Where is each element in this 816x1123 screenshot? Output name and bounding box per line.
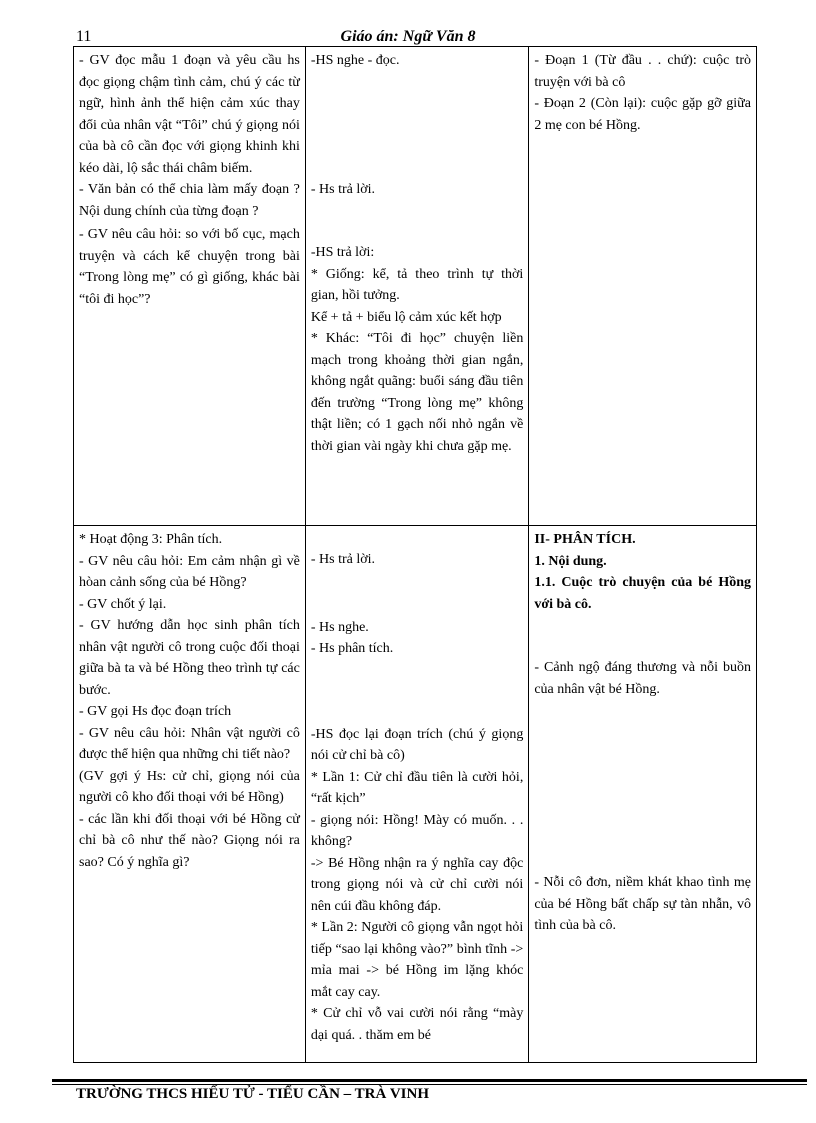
teacher-activity-cell xyxy=(74,47,306,526)
content-cell xyxy=(529,526,757,1063)
footer-rule xyxy=(52,1079,807,1082)
student-paragraph: - Hs trả lời. xyxy=(310,181,376,197)
subsection-heading: 1.1. Cuộc trò chuyện của bé Hồng với bà cô. xyxy=(534,575,751,612)
student-paragraph: * Lần 1: Cử chỉ đầu tiên là cười hỏi, “rất kịch” xyxy=(310,769,524,806)
content-paragraph: - Nỗi cô đơn, niềm khát khao tình mẹ của bé Hồng bất chấp sự tàn nhẫn, vô tình của bà cô. xyxy=(534,875,751,933)
teacher-paragraph: - các lần khi đối thoại với bé Hồng cử chỉ bà cô như thế nào? Giọng nói ra sao? Có ý nghĩa gì? xyxy=(79,811,300,870)
student-paragraph: * Giống: kể, tả theo trình tự thời gian, hồi tưởng. xyxy=(310,266,524,303)
table-row xyxy=(74,47,757,526)
document-title: Giáo án: Ngữ Văn 8 xyxy=(340,28,476,45)
student-paragraph: -> Bé Hồng nhận ra ý nghĩa cay độc trong giọng nói và cử chỉ cười nói nên cúi đầu không đáp. xyxy=(310,855,524,914)
teacher-paragraph: - GV nêu câu hỏi: Nhân vật người cô được thể hiện qua những chi tiết nào? xyxy=(79,725,300,762)
section-heading: II- PHÂN TÍCH. xyxy=(534,532,636,547)
student-paragraph: -HS trả lời: xyxy=(310,245,375,260)
content-paragraph: - Đoạn 1 (Từ đầu . . chứ): cuộc trò truyện với bà cô xyxy=(534,53,751,90)
footer-school-name: TRƯỜNG THCS HIẾU TỬ - TIỂU CẦN – TRÀ VINH xyxy=(76,1086,429,1102)
teacher-paragraph: - GV nêu câu hỏi: so với bố cục, mạch truyện và cách kể chuyện trong bài “Trong lòng mẹ” có gì giống, khác bài “tôi đi học”? xyxy=(79,227,300,307)
footer-rule xyxy=(52,1084,807,1085)
student-paragraph: -HS đọc lại đoạn trích (chú ý giọng nói cử chỉ bà cô) xyxy=(310,726,524,763)
teacher-activity-cell xyxy=(74,526,306,1063)
teacher-paragraph: - GV nêu câu hỏi: Em cảm nhận gì về hòan cảnh sống của bé Hồng? xyxy=(79,553,300,590)
student-paragraph: - Hs trả lời. xyxy=(310,552,376,567)
content-cell xyxy=(529,47,757,526)
student-paragraph: Kể + tả + biểu lộ cảm xúc kết hợp xyxy=(310,309,502,325)
activity-heading: * Hoạt động 3: Phân tích. xyxy=(79,532,223,547)
teacher-paragraph: - GV chốt ý lại. xyxy=(79,596,167,612)
student-paragraph: * Cử chỉ vỗ vai cười nói rằng “mày dại quá. . thăm em bé xyxy=(310,1006,524,1043)
student-activity-cell xyxy=(305,47,528,526)
lesson-table xyxy=(73,46,757,1063)
teacher-paragraph: - GV hướng dẫn học sinh phân tích nhân vật người cô trong cuộc đối thoại giữa bà ta và bé Hồng theo trình tự các bước. xyxy=(79,618,300,698)
table-row xyxy=(74,526,757,1063)
content-paragraph: - Đoạn 2 (Còn lại): cuộc gặp gỡ giữa 2 mẹ con bé Hồng. xyxy=(534,96,751,133)
teacher-paragraph: - GV gọi Hs đọc đoạn trích xyxy=(79,704,232,719)
student-paragraph: * Khác: “Tôi đi học” chuyện liền mạch trong khoảng thời gian ngắn, không ngắt quãng: buổi sáng đầu tiên đến trường “Trong lòng mẹ” không thật liền; có 1 gạch nối nhỏ ngắn về thời gian vài ngày khi chưa gặp mẹ. xyxy=(310,331,524,454)
page-number: 11 xyxy=(76,28,92,45)
student-paragraph: * Lần 2: Người cô giọng vẫn ngọt hỏi tiếp “sao lại không vào?” bình tĩnh -> mỉa mai -> bé Hồng im lặng khóc mắt cay cay. xyxy=(310,920,524,1000)
subsection-heading: 1. Nội dung. xyxy=(534,553,607,569)
student-activity-cell xyxy=(305,526,528,1063)
student-paragraph: - giọng nói: Hồng! Mày có muốn. . . không? xyxy=(310,812,524,849)
student-paragraph: - Hs nghe. xyxy=(310,619,369,635)
student-paragraph: - Hs phân tích. xyxy=(310,641,394,656)
student-paragraph: -HS nghe - đọc. xyxy=(310,53,400,68)
teacher-paragraph: (GV gợi ý Hs: cử chỉ, giọng nói của người cô kho đối thoại với bé Hồng) xyxy=(79,768,300,805)
content-paragraph: - Cảnh ngộ đáng thương và nỗi buồn của nhân vật bé Hồng. xyxy=(534,660,751,697)
teacher-paragraph: - GV đọc mẫu 1 đoạn và yêu cầu hs đọc giọng chậm tình cảm, chú ý các từ ngữ, hình ảnh thể hiện cảm xúc thay đổi của nhân vật “Tôi” chú ý giọng nói của bà cô cần đọc với giọng khinh khi kéo dài, lộ sắc thái châm biếm. xyxy=(79,53,300,176)
teacher-paragraph: - Văn bản có thể chia làm mấy đoạn ? Nội dung chính của từng đoạn ? xyxy=(79,182,300,219)
